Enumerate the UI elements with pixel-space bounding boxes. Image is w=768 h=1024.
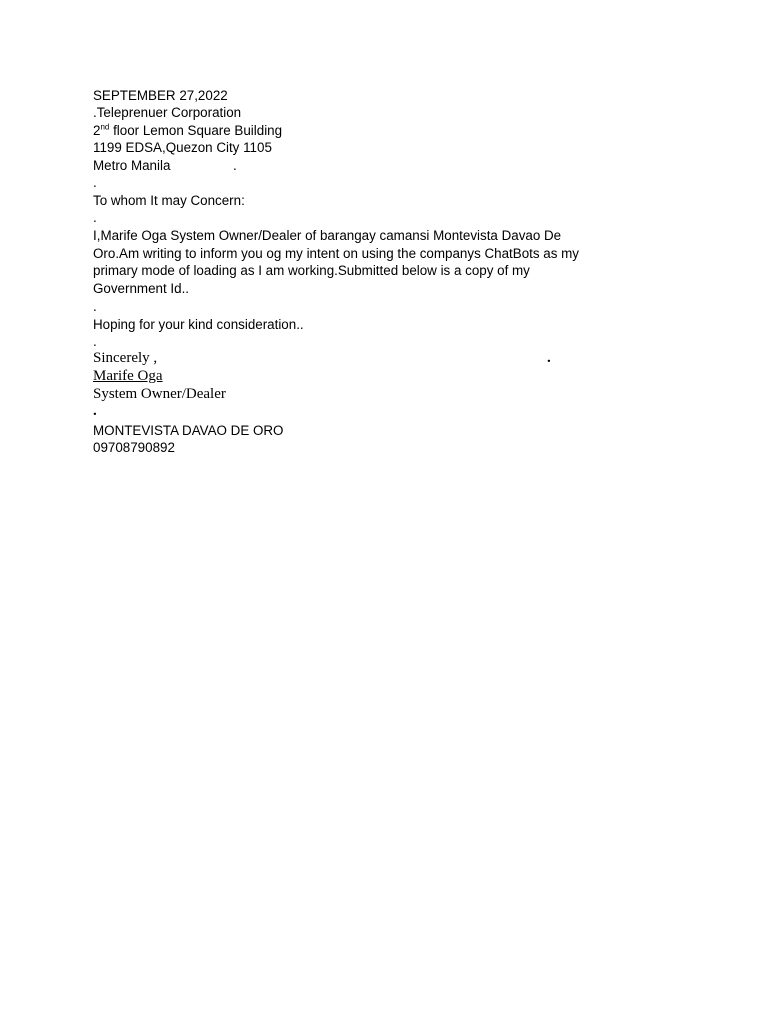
floor-number: 2	[93, 123, 101, 138]
recipient-company: .Teleprenuer Corporation	[93, 105, 242, 120]
signer-title: System Owner/Dealer	[93, 386, 226, 402]
floor-ordinal: nd	[100, 122, 110, 132]
spacer-dot: .	[93, 175, 97, 190]
body-line-4: Government Id..	[93, 281, 190, 296]
spacer-dot: .	[93, 210, 97, 225]
closing-note: Hoping for your kind consideration..	[93, 317, 304, 332]
address-region: Metro Manila	[93, 158, 171, 173]
spacer-dot: .	[93, 299, 97, 314]
body-line-1: I,Marife Oga System Owner/Dealer of barangay camansi Montevista Davao De	[93, 228, 562, 243]
address-floor	[93, 122, 282, 140]
signer-location: MONTEVISTA DAVAO DE ORO	[93, 423, 284, 438]
signer-phone: 09708790892	[93, 440, 175, 455]
sign-off: Sincerely ,	[93, 350, 158, 366]
sign-off-trailing-dot: .	[547, 350, 551, 366]
region-trailing-dot: .	[233, 158, 237, 173]
body-line-2: Oro.Am writing to inform you og my intent on using the companys ChatBots as my	[93, 246, 579, 261]
floor-building: floor Lemon Square Building	[109, 123, 283, 138]
spacer-dot: .	[93, 334, 97, 349]
salutation: To whom It may Concern:	[93, 193, 245, 208]
body-line-3: primary mode of loading as I am working.Submitted below is a copy of my	[93, 263, 530, 278]
spacer-dot: .	[93, 403, 97, 419]
signer-name: Marife Oga	[93, 368, 163, 384]
letter-date: SEPTEMBER 27,2022	[93, 88, 228, 103]
address-street: 1199 EDSA,Quezon City 1105	[93, 140, 272, 155]
